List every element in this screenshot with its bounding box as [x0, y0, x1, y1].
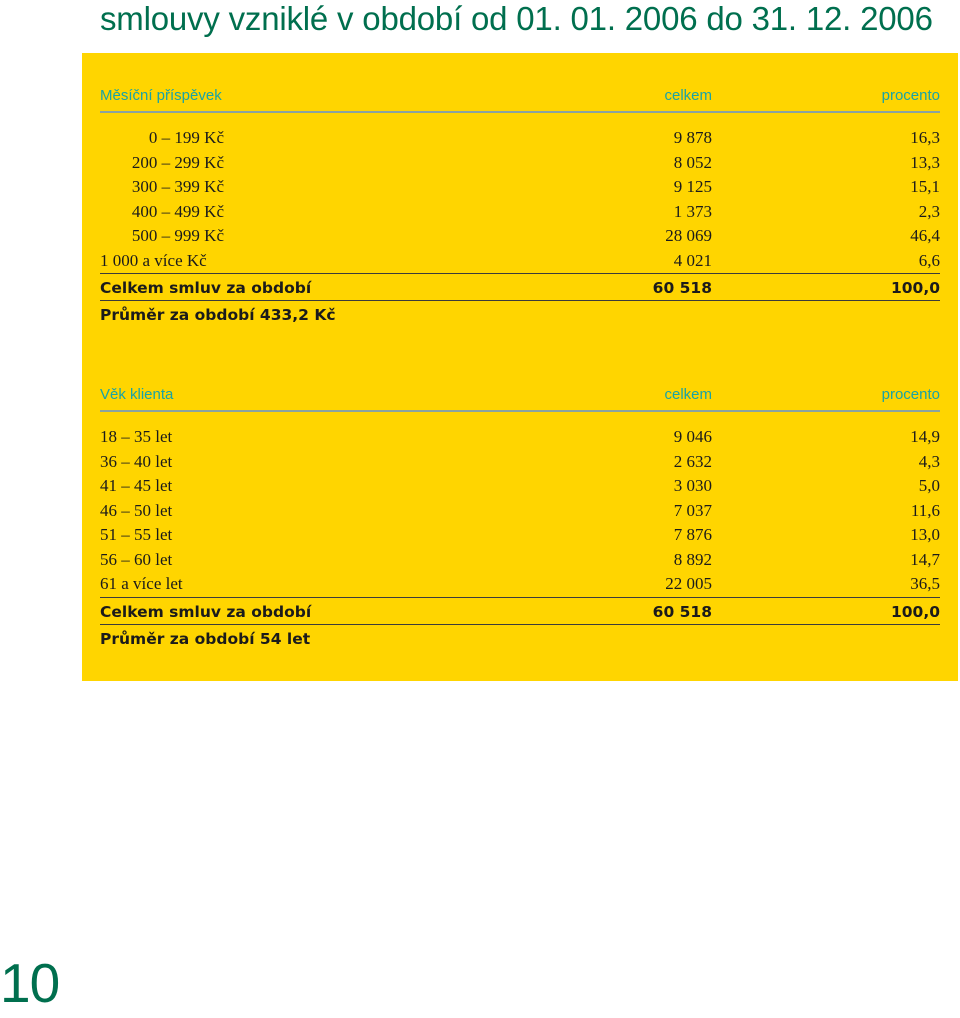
- table-body: [100, 425, 940, 597]
- table-body: [100, 126, 940, 273]
- row-count: 22 005: [665, 574, 712, 593]
- row-count: 8 892: [673, 549, 712, 569]
- average-row: [100, 301, 940, 329]
- row-percent: 6,6: [918, 250, 940, 270]
- row-label: 200 – 299 Kč: [131, 152, 224, 172]
- table-row: [100, 548, 940, 573]
- row-percent: 2,3: [918, 201, 940, 221]
- total-count: 60 518: [652, 279, 712, 297]
- row-count: 7 876: [673, 525, 712, 544]
- row-label: 51 – 55 let: [100, 525, 173, 544]
- header-percent: procento: [881, 87, 940, 104]
- row-count: 9 125: [673, 177, 712, 196]
- row-label: 36 – 40 let: [100, 451, 173, 471]
- row-label: 400 – 499 Kč: [131, 201, 224, 221]
- table-row: [100, 126, 940, 151]
- row-count: 9 878: [673, 128, 712, 147]
- total-row: [100, 273, 940, 301]
- row-count: 8 052: [673, 152, 712, 172]
- row-percent: 46,4: [910, 226, 940, 245]
- row-percent: 15,1: [910, 177, 940, 196]
- row-count: 1 373: [673, 201, 712, 221]
- total-percent: 100,0: [890, 279, 940, 297]
- average-row: [100, 625, 940, 653]
- row-percent: 16,3: [910, 128, 940, 147]
- contribution-table: [100, 81, 940, 329]
- row-count: 28 069: [665, 226, 712, 245]
- table-header: [100, 380, 940, 412]
- row-label: 41 – 45 let: [100, 476, 173, 495]
- row-count: 9 046: [673, 427, 712, 446]
- row-percent: 5,0: [918, 476, 940, 495]
- row-label: 1 000 a více Kč: [100, 250, 207, 270]
- row-count: 3 030: [673, 476, 712, 495]
- header-client-age: Věk klienta: [100, 386, 174, 403]
- row-count: 7 037: [673, 500, 712, 520]
- table-row: [100, 249, 940, 274]
- row-label: 46 – 50 let: [100, 500, 173, 520]
- table-row: [100, 425, 940, 450]
- row-label: 56 – 60 let: [100, 549, 173, 569]
- statistics-panel: [82, 53, 958, 681]
- page-title: smlouvy vzniklé v období od 01. 01. 2006 do 31. 12. 2006: [100, 0, 933, 37]
- row-percent: 14,7: [910, 549, 940, 569]
- header-monthly-contribution: Měsíční příspěvek: [100, 87, 222, 104]
- row-percent: 11,6: [910, 500, 940, 520]
- row-count: 4 021: [673, 250, 712, 270]
- page-number: 10: [0, 952, 60, 1014]
- total-label: Celkem smluv za období: [100, 602, 312, 621]
- table-row: [100, 450, 940, 475]
- row-percent: 36,5: [910, 574, 940, 593]
- table-row: [100, 151, 940, 176]
- row-label: 300 – 399 Kč: [131, 177, 224, 196]
- row-percent: 14,9: [910, 427, 940, 446]
- table-row: [100, 175, 940, 200]
- header-total: celkem: [664, 87, 712, 104]
- total-percent: 100,0: [890, 602, 940, 621]
- table-row: [100, 200, 940, 225]
- row-label: 0 – 199 Kč: [148, 128, 224, 147]
- header-percent: procento: [881, 386, 940, 403]
- row-percent: 13,3: [910, 152, 940, 172]
- average-label: Průměr za období 433,2 Kč: [100, 306, 336, 324]
- table-row: [100, 523, 940, 548]
- average-label: Průměr za období 54 let: [100, 629, 311, 648]
- table-row: [100, 474, 940, 499]
- row-count: 2 632: [673, 451, 712, 471]
- total-count: 60 518: [652, 602, 712, 621]
- table-row: [100, 499, 940, 524]
- header-total: celkem: [664, 386, 712, 403]
- total-label: Celkem smluv za období: [100, 279, 312, 297]
- total-row: [100, 597, 940, 625]
- row-label: 500 – 999 Kč: [131, 226, 224, 245]
- row-percent: 4,3: [918, 451, 940, 471]
- table-row: [100, 572, 940, 597]
- age-table: [100, 380, 940, 653]
- row-label: 61 a více let: [100, 574, 183, 593]
- table-header: [100, 81, 940, 113]
- row-label: 18 – 35 let: [100, 427, 173, 446]
- table-row: [100, 224, 940, 249]
- row-percent: 13,0: [910, 525, 940, 544]
